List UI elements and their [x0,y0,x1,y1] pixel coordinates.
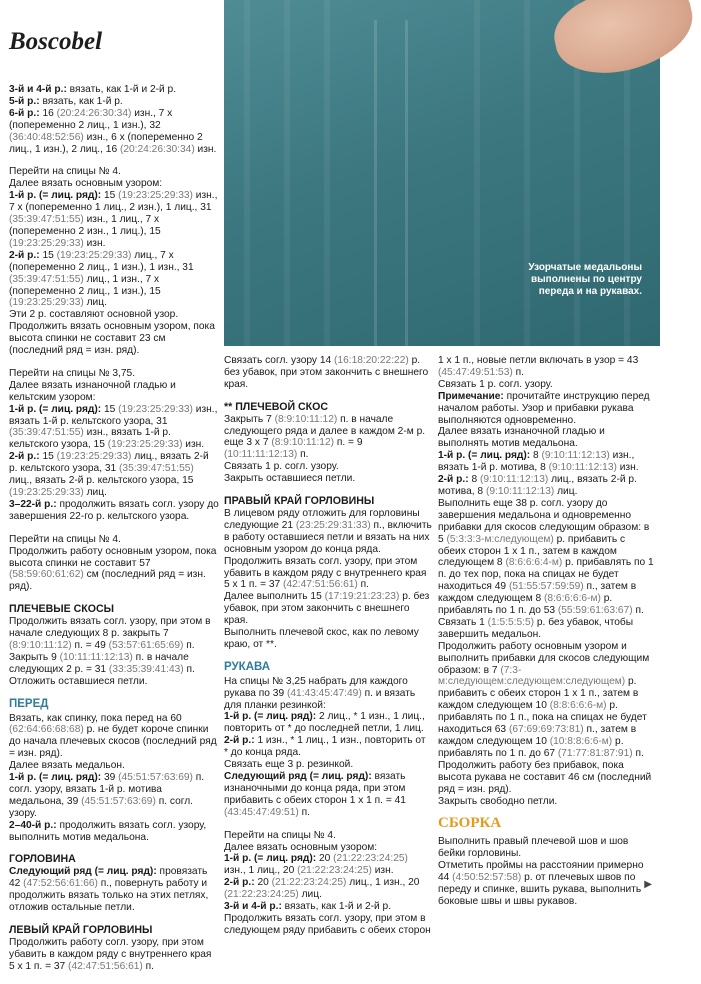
text-column-middle [224,355,432,948]
left-paragraph: ГОРЛОВИНА Следующий ряд (= лиц. ряд): провязать 42 (47:52:56:61:66) п., повернуть работу и продолжить вязать только на этих петлях, отложив остальные петли. [9,853,209,914]
medallion-cable [374,20,408,350]
page-marker-icon: ▶ [644,879,652,890]
text-column-right [438,355,654,919]
right-paragraph: 1 х 1 п., новые петли включать в узор = 43 (45:47:49:51:53) п. Связать 1 р. согл. узору. Примечание: прочитайте инструкцию перед началом работы. Узор и прибавки рукава выполняются одновременно. Далее вязать изнаночной гладью и выполнять мотив медальона. 1-й р. (= лиц. ряд): 8 (9:10:11:12:13) изн., вязать 1-й р. мотива, 8 (9:10:11:12:13) изн. 2-й р.: 8 (9:10:11:12:13) лиц., вязать 2-й р. мотива, 8 (9:10:11:12:13) лиц. Выполнить еще 38 р. согл. узору до завершения медальона и одновременно прибавки для скосов следующим образом: в 5 (5:3:3:3-м:следующем) р. прибавить с обеих сторон 1 х 1 п., затем в каждом следующем 8 (8:6:6:6:4-м) р. прибавлять по 1 п. до тех пор, пока на спицах не будет находиться 49 (51:55:57:59:59) п., затем в каждом следующем 8 (8:6:6:6:6-м) р. прибавлять по 1 п. до 53 (55:59:61:63:67) п. Связать 1 (1:5:5:5:5) р. без убавок, чтобы завершить медальон. Продолжить работу основным узором и выполнить прибавки для скосов следующим образом: в 7 (7:3-м:следующем:следующем:следующем) р. прибавить с обеих сторон 1 х 1 п., затем в каждом следующем 10 (8:8:6:6:6-м) р. прибавлять по 1 п., пока на спицах не будет находиться 63 (67:69:69:73:81) п., затем в каждом следующем 10 (10:8:8:6:6-м) р. прибавлять по 1 п. до 67 (71:77:81:87:91) п. Продолжить работу без прибавок, пока высота рукава не составит 46 см (последний ряд = изн. ряд). Закрыть свободно петли. [438,355,654,807]
photo-caption: Узорчатые медальоны выполнены по центру переда и на рукавах. [528,262,642,297]
mid-paragraph: ПРАВЫЙ КРАЙ ГОРЛОВИНЫ В лицевом ряду отложить для горловины следующие 21 (23:25:29:31:33) п., включить в работу оставшиеся петли и вязать на них основным узором до конца ряда. Продолжить вязать согл. узору, при этом убавить в каждом ряду с внутреннего края 5 х 1 п. = 37 (42:47:51:56:61) п. Далее выполнить 15 (17:19:21:23:23) р. без убавок, при этом закончить с внешнего края. Выполнить плечевой скос, как по левому краю, от **. [224,495,432,650]
left-paragraph: ЛЕВЫЙ КРАЙ ГОРЛОВИНЫ Продолжить работу согл. узору, при этом убавить в каждом ряду с внутреннего края 5 х 1 п. = 37 (42:47:51:56:61) п. [9,924,212,972]
right-paragraph: СБОРКА Выполнить правый плечевой шов и шов бейки горловины. Отметить проймы на расстоянии примерно 44 (4:50:52:57:58) р. от плечевых швов по переду и спинке, вшить рукава, выполнить боковые швы и швы рукавов. [438,815,644,907]
left-paragraph: Перейти на спицы № 4. Далее вязать основным узором: 1-й р. (= лиц. ряд): 15 (19:23:25:29:33) изн., 7 х (попеременно 1 лиц., 2 изн.), 1 лиц., 31 (35:39:47:51:55) изн., 1 лиц., 7 х (попеременно 2 изн., 1 лиц.), 15 (19:23:25:29:33) изн. 2-й р.: 15 (19:23:25:29:33) лиц., 7 х (попеременно 2 лиц., 1 изн.), 1 изн., 31 (35:39:47:51:55) лиц., 1 изн., 7 х (попеременно 2 лиц., 1 изн.), 15 (19:23:25:29:33) лиц. Эти 2 р. составляют основной узор. Продолжить вязать основным узором, пока высота спинки не составит 23 см (последний ряд = изн. ряд). [9,166,218,357]
left-paragraph: Перейти на спицы № 4. Продолжить работу основным узором, пока высота спинки не составит 57 (58:59:60:61:62) см (последний ряд = изн. ряд). [9,533,217,593]
mid-paragraph: РУКАВА На спицы № 3,25 набрать для каждого рукава по 39 (41:43:45:47:49) п. и вязать для планки резинкой: 1-й р. (= лиц. ряд): 2 лиц., * 1 изн., 1 лиц., повторить от * до последней петли, 1 лиц. 2-й р.: 1 изн., * 1 лиц., 1 изн., повторить от * до конца ряда. Связать еще 3 р. резинкой. Следующий ряд (= лиц. ряд): вязать изнаночными до конца ряда, при этом прибавить с обеих сторон 1 х 1 п. = 41 (43:45:47:49:51) п. [224,660,426,818]
text-column-left [9,84,219,984]
left-paragraph: 3-й и 4-й р.: вязать, как 1-й и 2-й р. 5-й р.: вязать, как 1-й р. 6-й р.: 16 (20:24:26:30:34) изн., 7 х (попеременно 2 лиц., 1 изн.), 32 (36:40:48:52:56) изн., 6 х (попеременно 2 лиц., 1 изн.), 2 лиц., 16 (20:24:26:30:34) изн. [9,84,217,155]
left-paragraph: ПЕРЕД Вязать, как спинку, пока перед на 60 (62:64:66:68:68) р. не будет короче спинки до начала плечевых скосов (последний ряд = изн. ряд). Далее вязать медальон. 1-й р. (= лиц. ряд): 39 (45:51:57:63:69) п. согл. узору, вязать 1-й р. мотива медальона, 39 (45:51:57:63:69) п. согл. узору. 2–40-й р.: продолжить вязать согл. узору, выполнить мотив медальона. [9,697,217,843]
left-paragraph: ПЛЕЧЕВЫЕ СКОСЫ Продолжить вязать согл. узору, при этом в начале следующих 8 р. закрыть 7 (8:9:10:11:12) п. = 49 (53:57:61:65:69) п. Закрыть 9 (10:11:11:12:13) п. в начале следующих 2 р. = 31 (33:35:39:41:43) п. Отложить оставшиеся петли. [9,603,211,687]
sweater-photo [224,0,660,346]
mid-paragraph: ** ПЛЕЧЕВОЙ СКОС Закрыть 7 (8:9:10:11:12) п. в начале следующего ряда и далее в каждом 2-м р. еще 3 х 7 (8:9:10:11:12) п. = 9 (10:11:11:12:13) п. Связать 1 р. согл. узору. Закрыть оставшиеся петли. [224,400,426,485]
left-paragraph: Перейти на спицы № 3,75. Далее вязать изнаночной гладью и кельтским узором: 1-й р. (= лиц. ряд): 15 (19:23:25:29:33) изн., вязать 1-й р. кельтского узора, 31 (35:39:47:51:55) изн., вязать 1-й р. кельтского узора, 15 (19:23:25:29:33) изн. 2-й р.: 15 (19:23:25:29:33) лиц., вязать 2-й р. кельтского узора, 31 (35:39:47:51:55) лиц., вязать 2-й р. кельтского узора, 15 (19:23:25:29:33) лиц. 3–22-й р.: продолжить вязать согл. узору до завершения 22-го р. кельтского узора. [9,367,219,522]
pattern-title: Boscobel [9,28,103,55]
mid-paragraph: Связать согл. узору 14 (16:18:20:22:22) р. без убавок, при этом закончить с внешнего края. [224,355,429,390]
mid-paragraph: Перейти на спицы № 4. Далее вязать основным узором: 1-й р. (= лиц. ряд): 20 (21:22:23:24:25) изн., 1 лиц., 20 (21:22:23:24:25) изн. 2-й р.: 20 (21:22:23:24:25) лиц., 1 изн., 20 (21:22:23:24:25) лиц. 3-й и 4-й р.: вязать, как 1-й и 2-й р. Продолжить вязать согл. узору, при этом в следующем ряду прибавить с обеих сторон [224,829,431,936]
